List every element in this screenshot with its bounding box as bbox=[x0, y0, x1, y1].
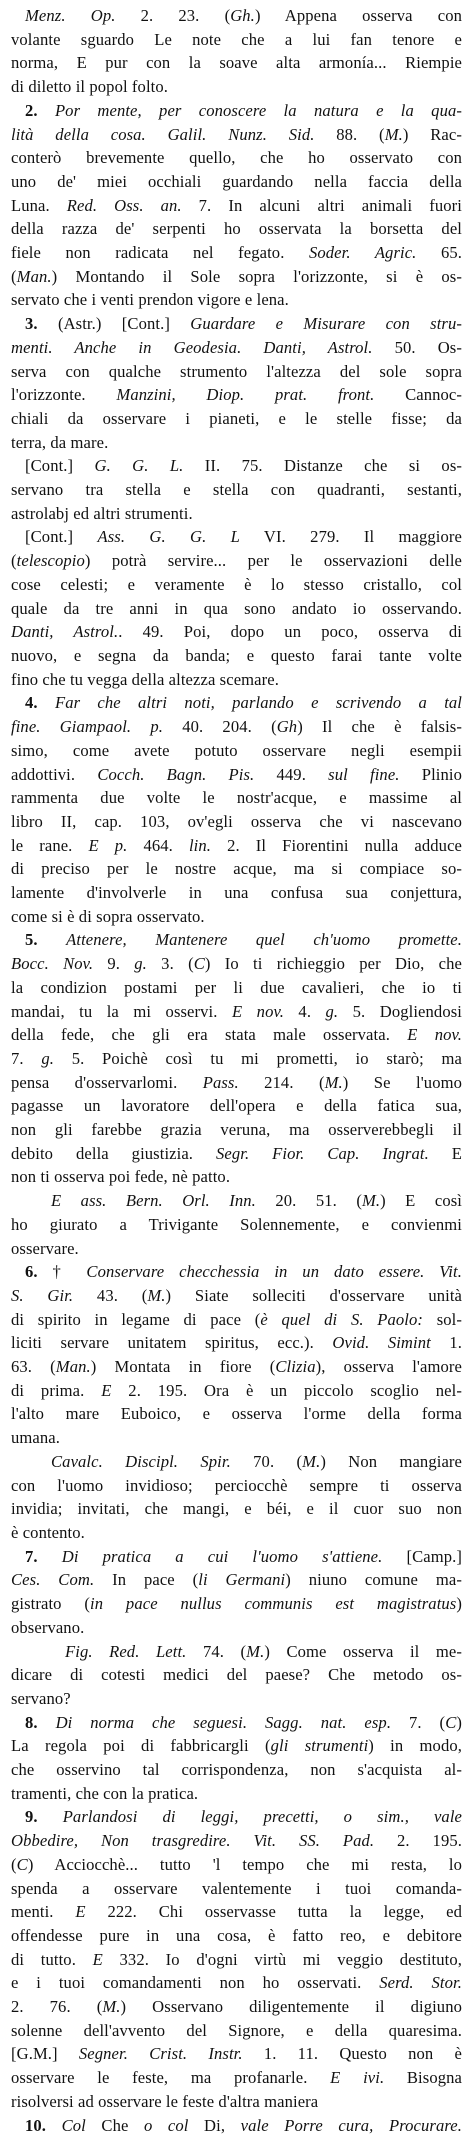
text-line: umana. bbox=[11, 1428, 60, 1448]
text-line: Luna. Red. Oss. an. 7. In alcuni altri animali fuori bbox=[11, 195, 462, 215]
text-line: Ces. Com. In pace (li Germani) niuno comune ma- bbox=[11, 1570, 462, 1590]
text-line: l'orizzonte. Manzini, Diop. prat. front. Cannoc- bbox=[11, 385, 462, 405]
text-line: fino che tu vegga della altezza scemare. bbox=[11, 669, 279, 689]
text-line: E ass. Bern. Orl. Inn. 20. 51. (M.) E così bbox=[51, 1191, 462, 1211]
text-line: 2. Por mente, per conoscere la natura e la qua- bbox=[25, 100, 462, 120]
text-line: Obbedire, Non trasgredire. Vit. SS. Pad. 2. 195. bbox=[11, 1831, 462, 1851]
text-line: simo, come avete potuto osservare negli esempii bbox=[11, 740, 462, 760]
text-line: con l'uomo invidioso; perciocchè sempre ti osserva bbox=[11, 1475, 462, 1495]
text-line: della fede, che gli era stata male osservata. E nov. bbox=[11, 1025, 462, 1045]
text-line: cose celesti; e veramente è lo stesso cristallo, col bbox=[11, 574, 462, 594]
text-line: Cavalc. Discipl. Spir. 70. (M.) Non mangiare bbox=[51, 1451, 462, 1471]
text-line: rammenta due volte le nostr'acque, e massime al bbox=[11, 788, 462, 808]
text-line: risolversi ad osservare le feste d'altra maniera bbox=[11, 2091, 319, 2111]
text-line: è contento. bbox=[11, 1523, 85, 1542]
text-line: Bocc. Nov. 9. g. 3. (C) Io ti richieggio per Dio, che bbox=[11, 954, 462, 974]
text-line: di spirito in legame di pace (è quel di S. Paolo: sol- bbox=[11, 1309, 462, 1329]
text-line: Menz. Op. 2. 23. (Gh.) Appena osserva con bbox=[25, 6, 462, 25]
text-line: come si è di sopra osservato. bbox=[11, 906, 205, 926]
text-line: le rane. E p. 464. lin. 2. Il Fiorentini nulla adduce bbox=[11, 835, 462, 855]
text-line: 3. (Astr.) [Cont.] Guardare e Misurare con stru- bbox=[25, 314, 462, 334]
text-line: invidia; invitati, che mangi, e béi, e il cuor suo non bbox=[11, 1499, 462, 1519]
text-line: che osservino tal corrispondenza, non s'acquista al- bbox=[11, 1760, 462, 1780]
text-line: servano tra stella e stella con quadranti, sestanti, bbox=[11, 480, 462, 500]
text-line: servano? bbox=[11, 1688, 71, 1708]
text-line: la condizion postami per li due cavalieri, che io ti bbox=[11, 977, 462, 997]
text-line: (telescopio) potrà servire... per le osservazioni delle bbox=[11, 551, 462, 571]
text-line: 10. Col Che o col Di, vale Porre cura, Procurare. bbox=[25, 2115, 462, 2135]
text-line: astrolabj ed altri strumenti. bbox=[11, 503, 193, 523]
text-line: di diletto il popol folto. bbox=[11, 77, 169, 97]
text-line: addottivi. Cocch. Bagn. Pis. 449. sul fine. Plinio bbox=[11, 764, 462, 784]
text-line: ho giurato a Trivigante Solennemente, e convienmi bbox=[11, 1214, 462, 1234]
text-line: solenne dell'avvento del Signore, e della quaresima. bbox=[11, 2020, 462, 2040]
text-line: chiali da osservare i pianeti, e le stelle fisse; da bbox=[11, 408, 462, 428]
text-line: Danti, Astrol.. 49. Poi, dopo un poco, osserva di bbox=[11, 622, 462, 642]
text-line: La regola poi di fabbricargli (gli strumenti) in modo, bbox=[11, 1736, 462, 1756]
text-line: fiele non radicata nel fegato. Soder. Agric. 65. bbox=[11, 243, 462, 263]
text-line: osservare. bbox=[11, 1238, 79, 1258]
text-line: 7. g. 5. Poichè così tu mi prometti, io starò; ma bbox=[11, 1048, 462, 1068]
text-line: mandai, tu la mi osservi. E nov. 4. g. 5. Dogliendosi bbox=[11, 1001, 462, 1021]
text-line: pensa d'osservarlomi. Pass. 214. (M.) Se l'uomo bbox=[11, 1072, 462, 1092]
text-line: 63. (Man.) Montata in fiore (Clizia), osserva l'amore bbox=[11, 1357, 462, 1377]
text-line: terra, da mare. bbox=[11, 432, 109, 452]
text-line: lamente d'involverle in una confusa sua conjettura, bbox=[11, 883, 462, 903]
text-line: norma, E pur con la soave alta armonía... Riempie bbox=[11, 53, 462, 73]
text-line: [Cont.] G. G. L. II. 75. Distanze che si os- bbox=[25, 456, 462, 476]
text-line: 2. 76. (M.) Osservano diligentemente il digiuno bbox=[11, 1997, 462, 2017]
text-line: fine. Giampaol. p. 40. 204. (Gh) Il che è falsis- bbox=[11, 717, 462, 737]
text-line: libro II, cap. 103, ov'egli osserva che vi nascevano bbox=[11, 811, 462, 831]
text-line: offendesse pure in una cosa, è fatto reo, e debitore bbox=[11, 1925, 462, 1945]
text-line: menti. Anche in Geodesia. Danti, Astrol. 50. Os- bbox=[11, 337, 462, 357]
text-line: liciti servare unitatem spiritus, ecc.). Ovid. Simint 1. bbox=[11, 1333, 462, 1353]
text-line: non gli farebbe grazia veruna, ma osserverebbegli il bbox=[11, 1120, 462, 1140]
text-line: observano. bbox=[11, 1617, 85, 1637]
text-line: [Cont.] Ass. G. G. L VI. 279. Il maggiore bbox=[25, 527, 462, 547]
text-line: serva con qualche strumento l'altezza del sole sopra bbox=[11, 361, 462, 381]
text-line: 5. Attenere, Mantenere quel ch'uomo promette. bbox=[25, 930, 462, 950]
text-line: dicare di cotesti medici del paese? Che metodo os- bbox=[11, 1665, 462, 1685]
text-line: 6. † Conservare checchessia in un dato essere. Vit. bbox=[25, 1262, 462, 1282]
text-line: (Man.) Montando il Sole sopra l'orizzonte, si è os- bbox=[11, 266, 462, 286]
text-line: osservare le feste, ma profanarle. E ivi. Bisogna bbox=[11, 2068, 462, 2088]
text-line: volante sguardo Le note che a lui fan tenore e bbox=[11, 29, 462, 49]
text-line: e i tuoi comandamenti non ho osservati. Serd. Stor. bbox=[11, 1973, 462, 1993]
text-line: di prima. E 2. 195. Ora è un piccolo scoglio nel- bbox=[11, 1380, 462, 1400]
text-line: S. Gir. 43. (M.) Siate solleciti d'osservare unità bbox=[11, 1285, 462, 1305]
text-line: quale da tre anni in qua sono andato io osservando. bbox=[11, 598, 462, 618]
text-line: di preciso per le nostre acque, ma si compiace so- bbox=[11, 859, 462, 879]
text-line: uno de' miei occhiali guardando nella faccia della bbox=[11, 171, 462, 191]
text-line: conterò brevemente quello, che ho osservato con bbox=[11, 148, 462, 168]
text-line: nuovo, e segna da banda; e questo farai tante volte bbox=[11, 645, 462, 665]
text-line: [G.M.] Segner. Crist. Instr. 1. 11. Questo non è bbox=[11, 2044, 462, 2064]
text-line: della razza de' serpenti ho osservata la borsetta del bbox=[11, 219, 462, 239]
text-line: servato che i venti prendon vigore e lena. bbox=[11, 290, 289, 310]
text-line: non ti osserva poi fede, nè patto. bbox=[11, 1167, 231, 1187]
text-line: 4. Far che altri noti, parlando e scrivendo a tal bbox=[25, 693, 462, 713]
text-line: pagasse un lavoratore dell'opera e della fatica sua, bbox=[11, 1096, 462, 1116]
text-line: tramenti, che con la pratica. bbox=[11, 1783, 199, 1803]
text-line: l'alto mare Euboico, e osserva l'orme della forma bbox=[11, 1404, 462, 1424]
text-line: lità della cosa. Galil. Nunz. Sid. 88. (M.) Rac- bbox=[11, 124, 462, 144]
text-line: 8. Di norma che seguesi. Sagg. nat. esp. 7. (C) bbox=[25, 1712, 462, 1732]
text-line: di tutto. E 332. Io d'ogni virtù mi veggio destituto, bbox=[11, 1949, 462, 1969]
text-line: 9. Parlandosi di leggi, precetti, o sim., vale bbox=[25, 1807, 462, 1827]
text-line: menti. E 222. Chi osservasse tutta la legge, ed bbox=[11, 1902, 462, 1922]
text-line: gistrato (in pace nullus communis est magistratus) bbox=[11, 1594, 462, 1614]
text-line: spenda a osservare valentemente i tuoi comanda- bbox=[11, 1878, 462, 1898]
text-line: 7. Di pratica a cui l'uomo s'attiene. [Camp.] bbox=[25, 1546, 462, 1566]
text-line: (C) Acciocchè... tutto 'l tempo che mi resta, lo bbox=[11, 1854, 462, 1874]
text-line: debito della giustizia. Segr. Fior. Cap. Ingrat. E bbox=[11, 1143, 462, 1163]
text-line: Fig. Red. Lett. 74. (M.) Come osserva il me- bbox=[65, 1641, 462, 1661]
